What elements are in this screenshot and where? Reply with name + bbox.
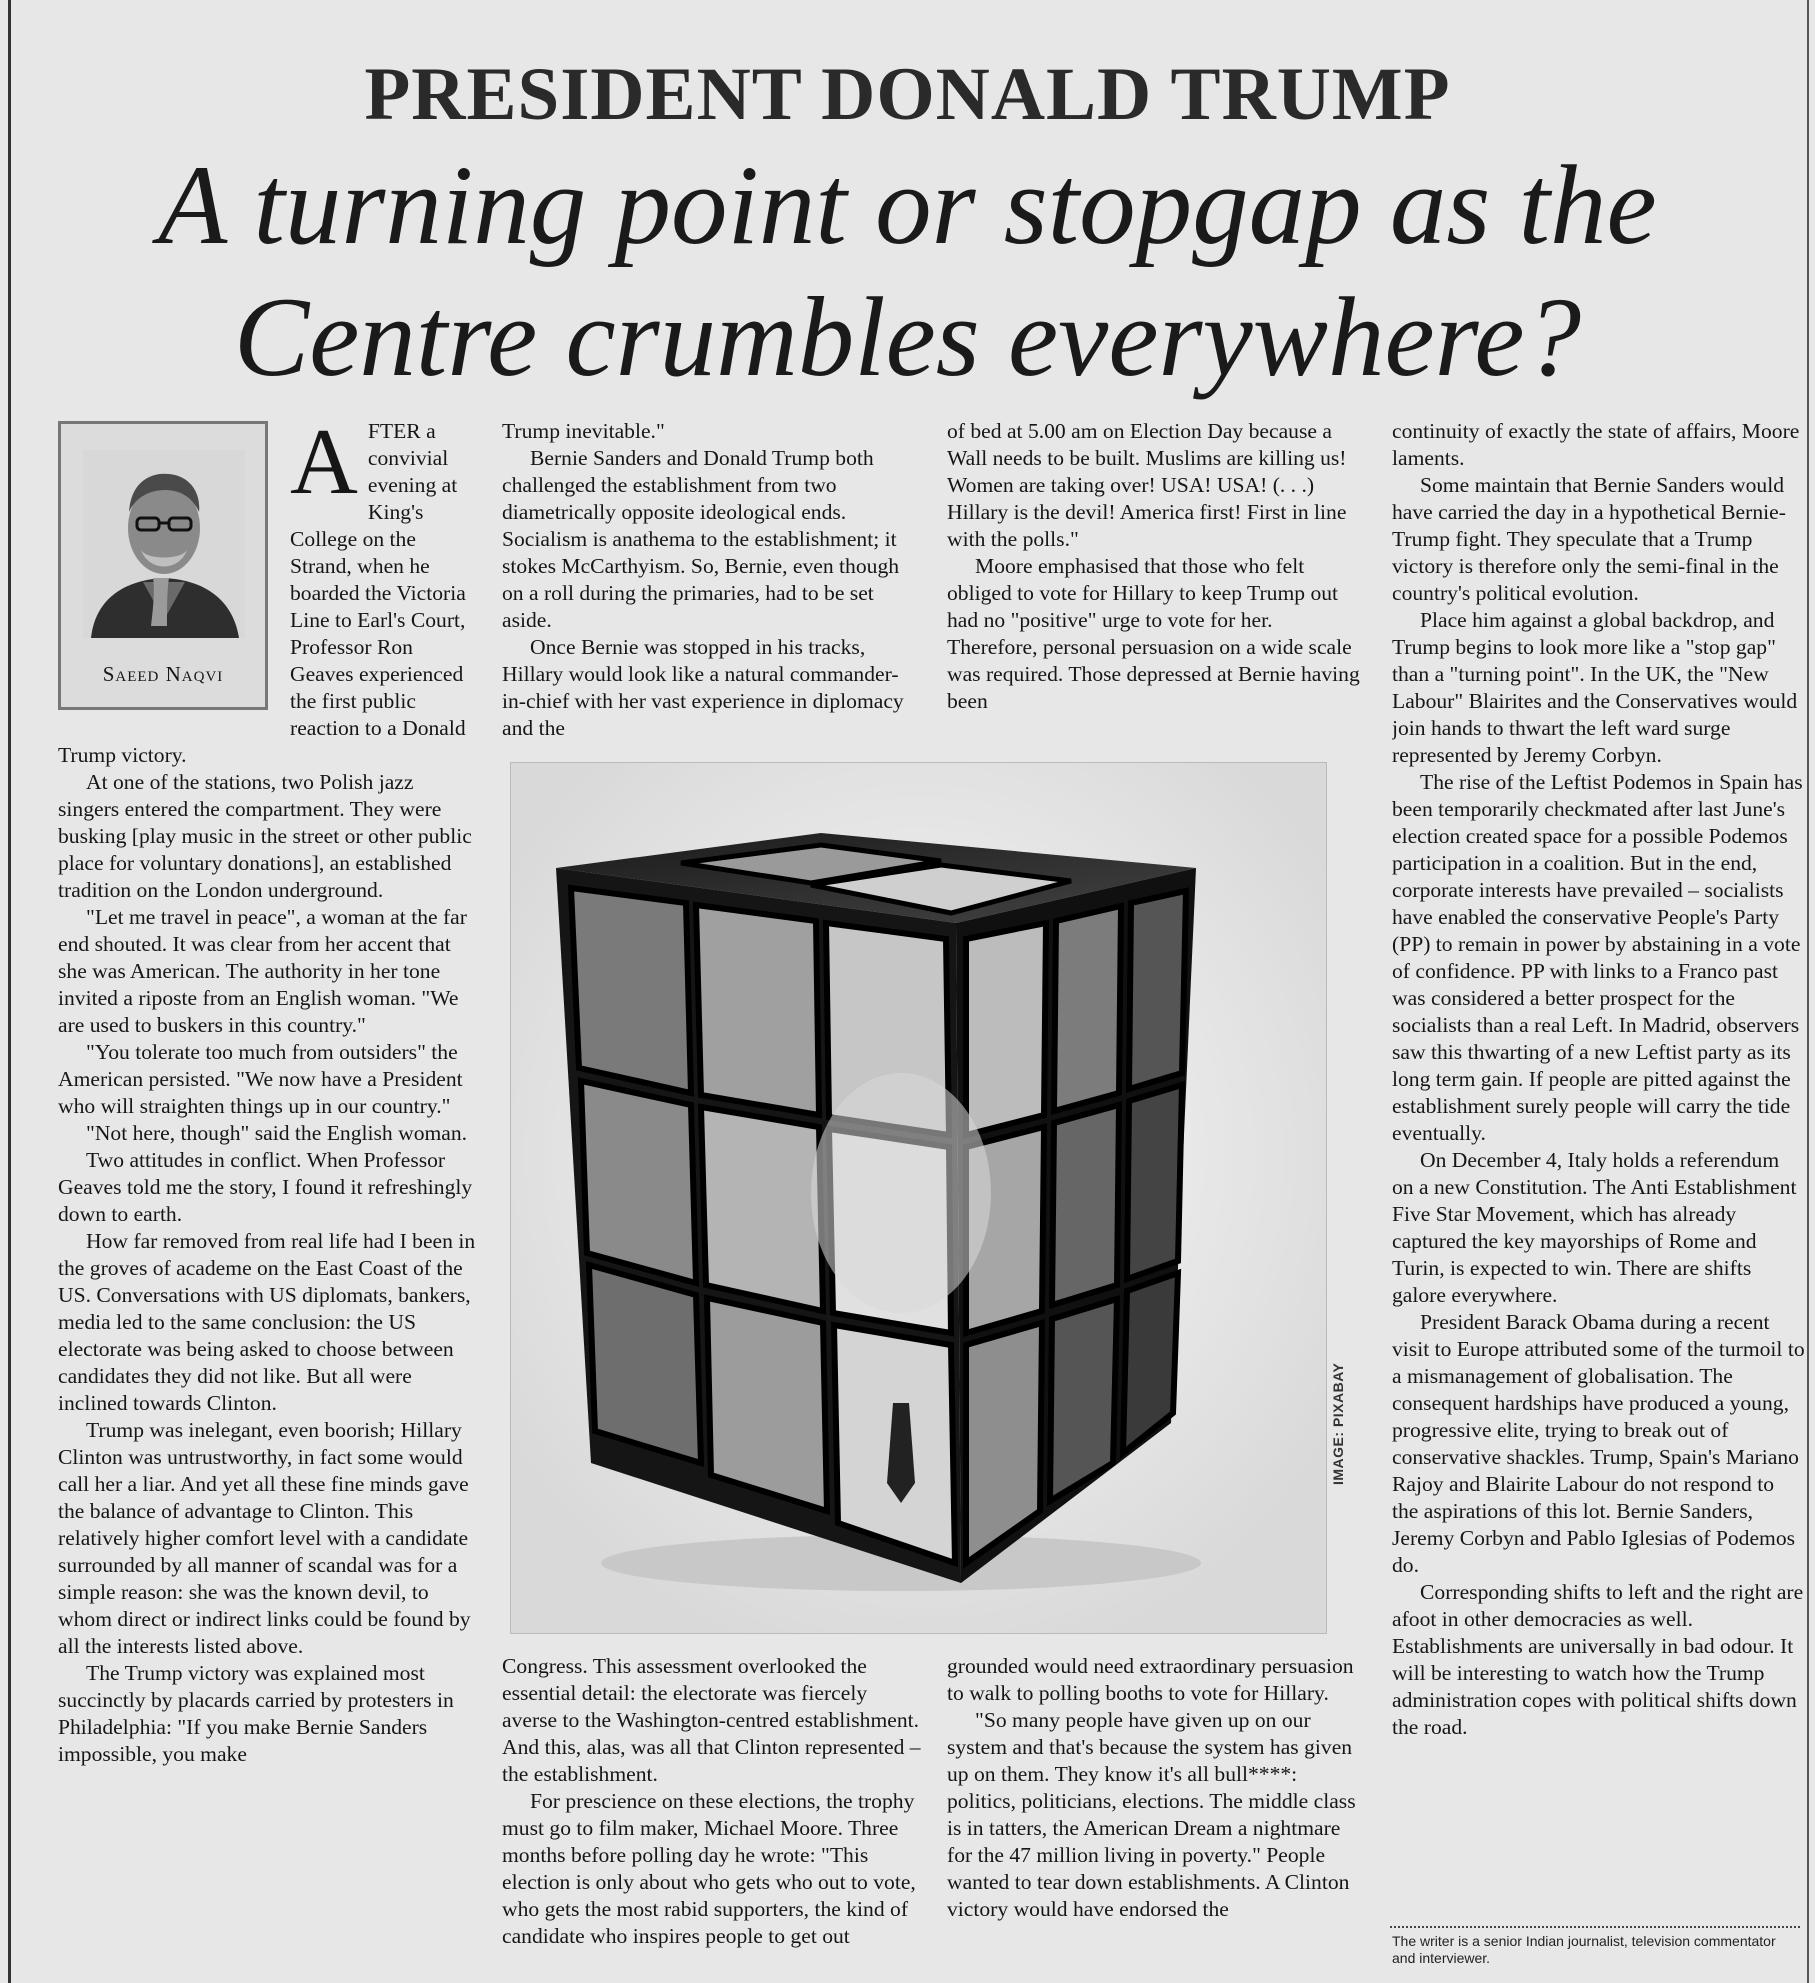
paragraph: "Not here, though" said the English woman.	[86, 1121, 468, 1145]
rubiks-cube-trump-image	[510, 762, 1327, 1634]
paragraph: "Let me travel in peace", a woman at the far end shouted. It was clear from her accent that she was American. The authority in her tone invited a riposte from an English woman. "We are used to buskers in this country."	[58, 905, 467, 1037]
paragraph: The rise of the Leftist Podemos in Spain has been temporarily checkmated after last June's election created space for a possible Podemos participation in a coalition. But in the end, corporate interests have prevailed – socialists have enabled the conservative People's Party (PP) to remain in power by abstaining in a vote of confidence. PP with links to a Franco past was considered a better prospect for the socialists than a real Left. In Madrid, observers saw this thwarting of a new Leftist party as its long term gain. If people are pitted against the establishment surely people will carry the tide eventually.	[1392, 770, 1803, 1145]
paragraph: At one of the stations, two Polish jazz singers entered the compartment. They were busking [play music in the street or other public place for voluntary donations], an established tradition on the London underground.	[58, 770, 472, 902]
paragraph: Corresponding shifts to left and the right are afoot in other democracies as well. Establishments are universally in bad odour. It will be interesting to watch how the Trump administration copes with political shifts down the road.	[1392, 1580, 1804, 1739]
paragraph: Bernie Sanders and Donald Trump both challenged the establishment from two diametrically opposite ideological ends. Socialism is anathema to the establishment; it stokes McCarthyism. So, Bernie, even though on a roll during the primaries, had to be set aside.	[502, 446, 900, 632]
drop-cap: A	[290, 418, 358, 514]
paragraph-continued: of bed at 5.00 am on Election Day because a Wall needs to be built. Muslims are killing us! Women are taking over! USA! USA! (. . .) Hillary is the devil! America first! First in line with the polls."	[947, 419, 1347, 551]
paragraph-continued: Congress. This assessment overlooked the essential detail: the electorate was fiercely averse to the Washington-centred establishment. And this, alas, was all that Clinton represented – the establishment.	[502, 1654, 921, 1786]
paragraph: How far removed from real life had I been in the groves of academe on the East Coast of the US. Conversations with US diplomats, bankers, media led to the same conclusion: the US electorate was being asked to choose between candidates they did not like. But all were inclined towards Clinton.	[58, 1229, 476, 1415]
cube-illustration	[511, 763, 1326, 1633]
paragraph: Some maintain that Bernie Sanders would have carried the day in a hypothetical Bernie-Trump fight. They speculate that a Trump victory is therefore only the semi-final in the country's political evolution.	[1392, 473, 1786, 605]
paragraph-continued: grounded would need extraordinary persuasion to walk to polling booths to vote for Hillary.	[947, 1654, 1354, 1705]
paragraph: "You tolerate too much from outsiders" the American persisted. "We now have a President who will straighten things up in our country."	[58, 1040, 463, 1118]
footnote-divider	[1390, 1926, 1800, 1928]
article-column-4	[1392, 418, 1805, 1913]
paragraph-continued: continuity of exactly the state of affairs, Moore laments.	[1392, 419, 1800, 470]
article-column-3-top	[947, 418, 1367, 748]
author-box-spacer	[58, 418, 290, 718]
paragraph: On December 4, Italy holds a referendum on a new Constitution. The Anti Establishment Five Star Movement, which has already captured the key mayorships of Rome and Turin, is expected to win. There are shifts galore everywhere.	[1392, 1148, 1797, 1307]
author-name: Saeed Naqvi	[102, 662, 224, 686]
intro-text: FTER a convivial evening at King's College on the Strand, when he boarded the Victoria Line to Earl's Court, Professor Ron Geaves experienced the first public reaction to a Donald Trump victory.	[58, 419, 466, 767]
kicker-heading: PRESIDENT DONALD TRUMP	[364, 53, 1451, 136]
article-column-2-top	[502, 418, 922, 748]
article-column-2-bottom	[502, 1653, 922, 1983]
headline-line-1: A turning point or stopgap as the	[158, 143, 1657, 268]
page-right-border	[1807, 0, 1809, 1983]
paragraph: Moore emphasised that those who felt obliged to vote for Hillary to keep Trump out had no "positive" urge to vote for her. Therefore, personal persuasion on a wide scale was required. Those depressed at Bernie having been	[947, 554, 1360, 713]
paragraph: Trump was inelegant, even boorish; Hillary Clinton was untrustworthy, in fact some would call her a liar. And yet all these fine minds gave the balance of advantage to Clinton. This relatively higher comfort level with a candidate surrounded by all manner of scandal was for a simple reason: she was the known devil, to whom direct or indirect links could be found by all the interests listed above.	[58, 1418, 471, 1658]
paragraph: Place him against a global backdrop, and Trump begins to look more like a "stop gap" than a "turning point". In the UK, the "New Labour" Blairites and the Conservatives would join hands to thwart the left ward surge represented by Jeremy Corbyn.	[1392, 608, 1798, 767]
paragraph: For prescience on these elections, the trophy must go to film maker, Michael Moore. Three months before polling day he wrote: "This election is only about who gets who out to vote, who gets the most rabid supporters, the kind of candidate who inspires people to get out	[502, 1789, 916, 1948]
article-column-1	[58, 418, 478, 1983]
paragraph: "So many people have given up on our system and that's because the system has given up on them. They know it's all bull****: politics, politicians, elections. The middle class is in tatters, the American Dream a nightmare for the 47 million living in poverty." People wanted to tear down establishments. A Clinton victory would have endorsed the	[947, 1708, 1356, 1921]
headline	[40, 140, 1775, 404]
writer-footnote: The writer is a senior Indian journalist, television commentator and interviewer.	[1392, 1933, 1776, 1966]
image-credit: IMAGE: PIXABAY	[1330, 1362, 1346, 1485]
headline-line-2: Centre crumbles everywhere?	[233, 275, 1582, 400]
page-left-border	[8, 0, 11, 1983]
paragraph-continued: Trump inevitable."	[502, 419, 665, 443]
paragraph: President Barack Obama during a recent visit to Europe attributed some of the turmoil to a mismanagement of globalisation. The consequent hardships have produced a young, progressive elite, trying to break out of conservative shackles. Trump, Spain's Mariano Rajoy and Blairite Labour do not respond to the aspirations of this lot. Bernie Sanders, Jeremy Corbyn and Pablo Iglesias of Podemos do.	[1392, 1310, 1805, 1577]
paragraph: Two attitudes in conflict. When Professor Geaves told me the story, I found it refreshingly down to earth.	[58, 1148, 473, 1226]
paragraph: Once Bernie was stopped in his tracks, Hillary would look like a natural commander-in-chief with her vast experience in diplomacy and the	[502, 635, 904, 740]
article-column-3-bottom	[947, 1653, 1367, 1983]
paragraph: The Trump victory was explained most succinctly by placards carried by protesters in Philadelphia: "If you make Bernie Sanders impossible, you make	[58, 1661, 454, 1766]
